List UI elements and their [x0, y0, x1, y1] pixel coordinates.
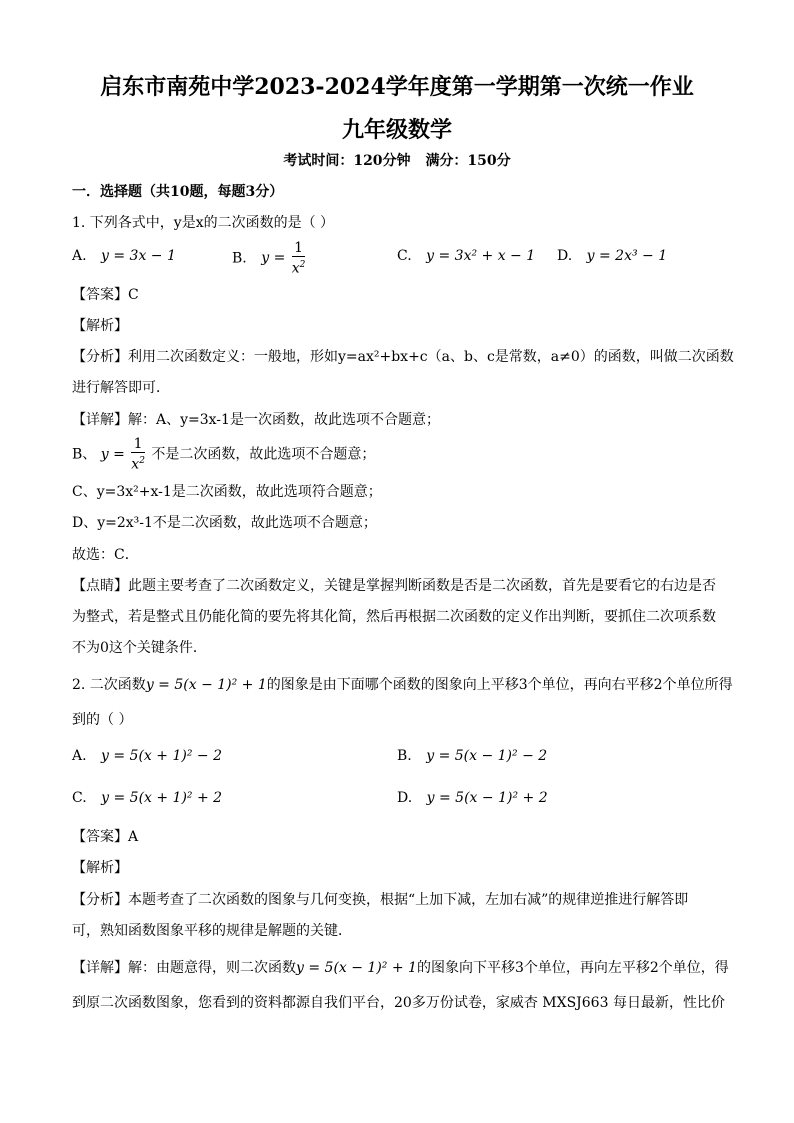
- q2-option-c: [72, 790, 222, 806]
- q2-detail-b: 的图象向下平移3个单位，再向左平移2个单位，得: [416, 960, 729, 976]
- q1-detail-b-numerator: 1: [131, 436, 145, 453]
- q1-option-b: [232, 240, 307, 277]
- q1-detail-c: C、y=3x²+x-1是二次函数，故此选项符合题意；: [72, 484, 382, 500]
- q2-fenxi-line2: 可，熟知函数图象平移的规律是解题的关键．: [72, 923, 352, 939]
- q2-detail-line1: [72, 958, 729, 978]
- q1-detail-b-lhs: y =: [100, 446, 125, 463]
- q1-option-b-fraction: $\frac{1}{x^2}$: [291, 240, 306, 277]
- q1-detail-b-suffix: 不是二次函数，故此选项不合题意；: [151, 446, 376, 463]
- q1-option-a-expr: y = 3x − 1: [101, 248, 176, 264]
- q1-detail-b-denominator: x: [131, 456, 140, 473]
- q1-analysis-head: 【解析】: [72, 318, 128, 334]
- q1-detail-b: [72, 436, 375, 473]
- q2-answer: 【答案】A: [72, 829, 139, 845]
- q2-stem-b: 的图象是由下面哪个函数的图象向上平移3个单位，再向右平移2个单位所得: [266, 677, 733, 693]
- q2-detail-line2: 到原二次函数图象，您看到的资料都源自我们平台，20多万份试卷，家威杏 MXSJ663 每日最新，性比价: [72, 995, 725, 1011]
- q1-answer: 【答案】C: [72, 287, 139, 303]
- q2-stem-expr: y = 5(x − 1)² + 1: [145, 677, 267, 693]
- document-subtitle: 九年级数学: [341, 117, 452, 143]
- q1-comment-line2: 为整式，若是整式且仍能化简的要先将其化简，然后再根据二次函数的定义作出判断，要抓住二次项系数: [72, 609, 716, 625]
- q2-option-b-expr: y = 5(x − 1)² − 2: [426, 748, 548, 764]
- q2-option-a-label: A.: [72, 748, 87, 764]
- q2-option-d-label: D.: [397, 790, 413, 806]
- q1-fenxi-line2: 进行解答即可．: [72, 380, 170, 396]
- q2-detail-a: 【详解】解：由题意得，则二次函数: [72, 960, 296, 976]
- q2-option-b: [397, 748, 547, 764]
- q2-analysis-head: 【解析】: [72, 860, 128, 876]
- q2-stem-line2: 到的（ ）: [72, 712, 133, 728]
- q2-option-a-expr: y = 5(x + 1)² − 2: [101, 748, 222, 764]
- exam-time: 考试时间：120分钟: [283, 153, 411, 169]
- exam-meta: [0, 150, 794, 170]
- q1-stem: 1. 下列各式中，y是x的二次函数的是（ ）: [72, 215, 335, 231]
- q1-option-b-denominator: x: [291, 260, 300, 277]
- q1-option-b-label: B.: [232, 250, 247, 267]
- q2-option-d: [397, 790, 548, 806]
- q2-fenxi-line1: 【分析】本题考查了二次函数的图象与几何变换，根据“上加下减，左加右减”的规律逆推进行解答即: [72, 892, 689, 908]
- section-heading: 一．选择题（共10题，每题3分）: [72, 184, 284, 200]
- q2-stem-a: 2. 二次函数: [72, 677, 146, 693]
- q1-option-d-label: D.: [557, 248, 573, 264]
- document-title: 启东市南苑中学2023-2024学年度第一学期第一次统一作业: [100, 74, 694, 100]
- q1-choose: 故选：C．: [72, 547, 139, 563]
- q2-option-a: [72, 748, 222, 764]
- q2-option-c-expr: y = 5(x + 1)² + 2: [101, 790, 223, 806]
- q1-option-d: [557, 248, 667, 264]
- q2-option-c-label: C.: [72, 790, 87, 806]
- q1-detail-d: D、y=2x³-1不是二次函数，故此选项不合题意；: [72, 515, 377, 531]
- q1-detail-a: 【详解】解：A、y=3x-1是一次函数，故此选项不合题意；: [72, 412, 440, 428]
- q2-stem-line1: [72, 675, 733, 695]
- q1-option-c-label: C.: [397, 248, 412, 264]
- q1-fenxi-line1: 【分析】利用二次函数定义：一般地，形如y=ax²+bx+c（a、b、c是常数，a≠0）的函数，叫做二次函数: [72, 349, 734, 365]
- q1-comment-line3: 不为0这个关键条件．: [72, 640, 207, 656]
- exam-score: 满分：150分: [425, 153, 511, 169]
- q1-detail-b-fraction: $\frac{1}{x^2}$: [131, 436, 145, 473]
- q1-option-d-expr: y = 2x³ − 1: [586, 248, 668, 264]
- q1-comment-line1: 【点睛】此题主要考查了二次函数定义，关键是掌握判断函数是否是二次函数，首先是要看它的右边是否: [72, 578, 716, 594]
- q1-option-b-numerator: 1: [292, 240, 306, 257]
- q1-option-c: [397, 248, 535, 264]
- q1-option-a-label: A.: [72, 248, 87, 264]
- q2-option-d-expr: y = 5(x − 1)² + 2: [426, 790, 548, 806]
- q2-detail-expr: y = 5(x − 1)² + 1: [296, 960, 417, 976]
- q1-option-a: [72, 248, 176, 264]
- q1-detail-b-prefix: B、: [72, 446, 97, 463]
- q1-option-b-lhs: y =: [261, 250, 286, 267]
- q2-option-b-label: B.: [397, 748, 412, 764]
- q1-option-c-expr: y = 3x² + x − 1: [426, 248, 536, 264]
